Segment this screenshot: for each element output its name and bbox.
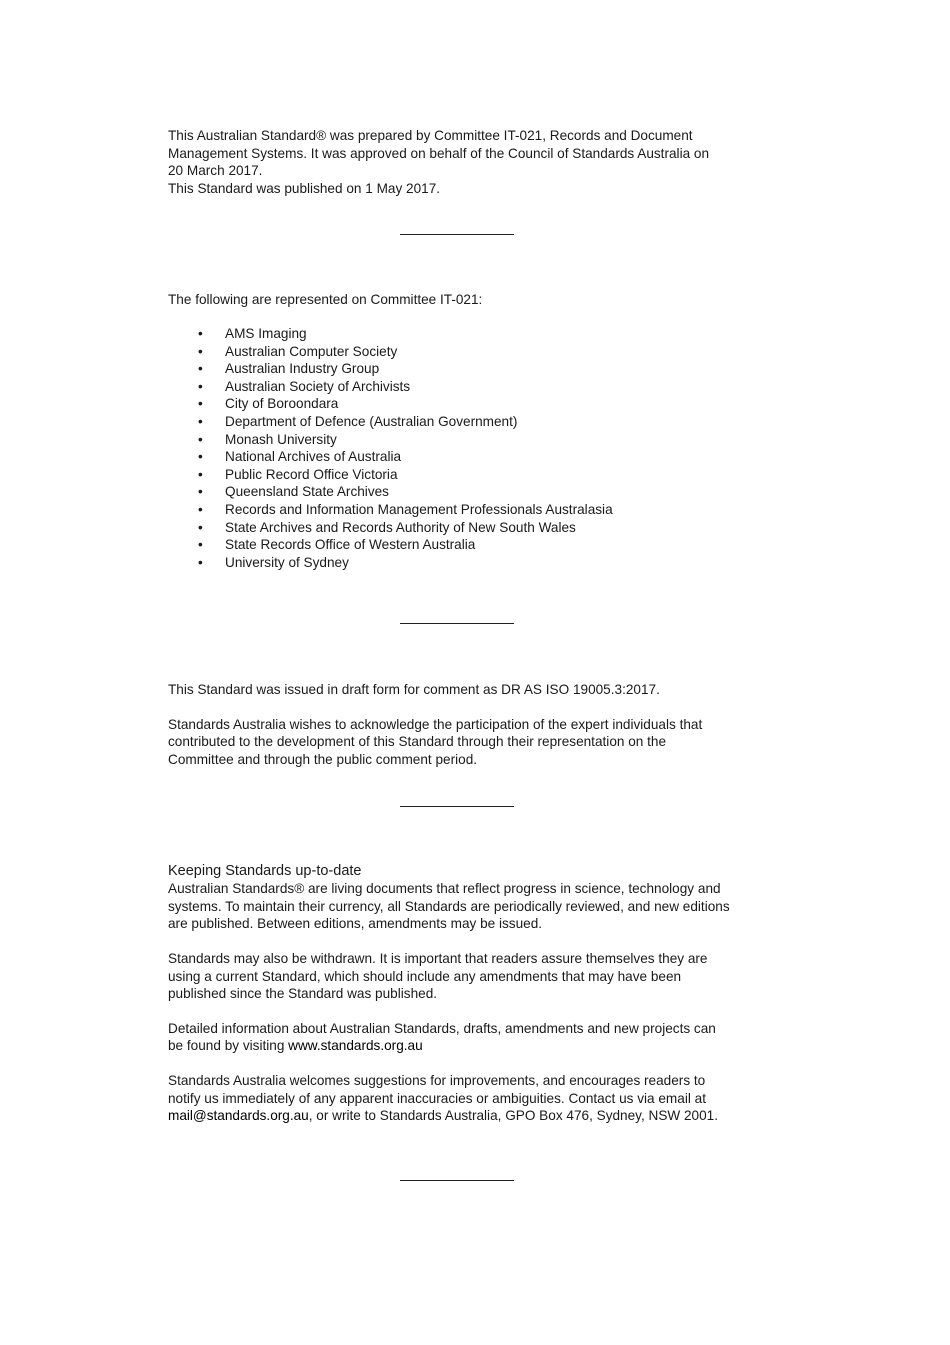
list-item: • Australian Industry Group [198, 361, 380, 377]
bullet-icon: • [198, 537, 203, 553]
keeping-p4-line-2: notify us immediately of any apparent inaccuracies or ambiguities. Contact us via email at [168, 1090, 706, 1106]
keeping-p4-line-1: Standards Australia welcomes suggestions for improvements, and encourages readers to [168, 1073, 706, 1088]
section-divider [400, 1180, 514, 1181]
bullet-icon: • [198, 361, 203, 377]
keeping-p1-line-3: are published. Between editions, amendments may be issued. [168, 916, 543, 932]
draft-section [168, 681, 768, 768]
list-item: • National Archives of Australia [198, 449, 402, 465]
section-heading: Keeping Standards up-to-date [168, 862, 362, 879]
preparation-line-3: 20 March 2017. [168, 163, 263, 179]
committee-section [168, 291, 768, 571]
keeping-standards-section [168, 863, 768, 1125]
keeping-p3-line-2: be found by visiting www.standards.org.au [168, 1038, 423, 1054]
draft-issued-statement: This Standard was issued in draft form for comment as DR AS ISO 19005.3:2017. [168, 682, 660, 698]
keeping-p2-line-3: published since the Standard was published. [168, 986, 438, 1002]
bullet-icon: • [198, 484, 203, 500]
list-item: • Records and Information Management Professionals Australasia [198, 501, 613, 517]
preparation-statement [168, 127, 768, 197]
bullet-icon: • [198, 554, 203, 570]
acknowledgement-line-3: Committee and through the public comment period. [168, 752, 478, 768]
list-item: • Australian Society of Archivists [198, 378, 411, 394]
section-divider [400, 806, 514, 807]
keeping-p1-line-2: systems. To maintain their currency, all Standards are periodically reviewed, and new editions [168, 898, 730, 914]
bullet-icon: • [198, 396, 203, 412]
keeping-p2-line-2: using a current Standard, which should include any amendments that may have been [168, 968, 682, 984]
bullet-icon: • [198, 325, 203, 341]
keeping-p3-line-1: Detailed information about Australian Standards, drafts, amendments and new projects can [168, 1020, 716, 1036]
contact-email-link[interactable]: mail@standards.org.au [168, 1108, 309, 1124]
bullet-icon: • [198, 378, 203, 394]
committee-member-list [168, 325, 768, 571]
acknowledgement-line-2: contributed to the development of this Standard through their representation on the [168, 734, 667, 750]
keeping-p1-line-1: Australian Standards® are living documents that reflect progress in science, technology and [168, 881, 721, 897]
list-item: • AMS Imaging [198, 325, 307, 341]
list-item: • State Archives and Records Authority of New South Wales [198, 519, 576, 535]
list-item: • Queensland State Archives [198, 484, 389, 500]
bullet-icon: • [198, 519, 203, 535]
list-item: • State Records Office of Western Australia [198, 537, 476, 553]
publication-date: This Standard was published on 1 May 2017. [168, 180, 441, 196]
acknowledgement-line-1: Standards Australia wishes to acknowledge the participation of the expert individuals that [168, 716, 703, 732]
list-item: • Department of Defence (Australian Government) [198, 413, 518, 429]
list-item: • Public Record Office Victoria [198, 466, 398, 482]
bullet-icon: • [198, 501, 203, 517]
document-body [168, 127, 768, 1181]
standards-website-link[interactable]: www.standards.org.au [288, 1038, 423, 1054]
bullet-icon: • [198, 343, 203, 359]
list-item: • University of Sydney [198, 554, 349, 570]
keeping-p2-line-1: Standards may also be withdrawn. It is important that readers assure themselves they are [168, 951, 708, 967]
preparation-line-2: Management Systems. It was approved on behalf of the Council of Standards Australia on [168, 145, 710, 161]
bullet-icon: • [198, 431, 203, 447]
list-item: • Australian Computer Society [198, 343, 398, 359]
section-divider [400, 623, 514, 624]
keeping-p4-line-3: mail@standards.org.au, or write to Standards Australia, GPO Box 476, Sydney, NSW 2001. [168, 1108, 719, 1124]
committee-intro: The following are represented on Committee IT-021: [168, 292, 483, 308]
list-item: • Monash University [198, 431, 337, 447]
bullet-icon: • [198, 449, 203, 465]
preparation-line-1: This Australian Standard® was prepared by Committee IT-021, Records and Document [168, 128, 693, 143]
list-item: • City of Boroondara [198, 396, 339, 412]
section-divider [400, 234, 514, 235]
bullet-icon: • [198, 466, 203, 482]
bullet-icon: • [198, 413, 203, 429]
